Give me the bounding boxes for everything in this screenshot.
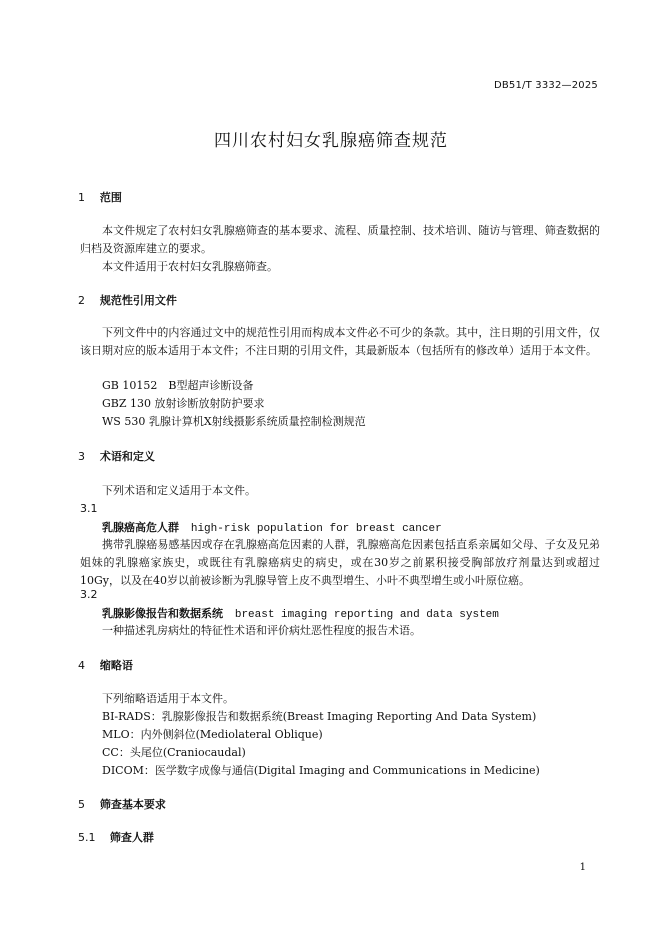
abbreviation-item: BI-RADS：乳腺影像报告和数据系统(Breast Imaging Reporting And Data System) xyxy=(102,710,537,723)
page-title: 四川农村妇女乳腺癌筛查规范 xyxy=(214,131,448,151)
term-heading xyxy=(102,605,499,621)
term-english: breast imaging reporting and data system xyxy=(234,609,499,621)
section-title: 筛查基本要求 xyxy=(99,798,166,811)
term-chinese: 乳腺影像报告和数据系统 xyxy=(102,607,223,620)
normative-reference: GB 10152 B型超声诊断设备 xyxy=(102,379,254,392)
section-3-heading xyxy=(78,448,155,464)
section-1-paragraph-1: 本文件规定了农村妇女乳腺癌筛查的基本要求、流程、质量控制、技术培训、随访与管理、筛查数据的归档及资源库建立的要求。 xyxy=(80,224,600,255)
term-chinese: 乳腺癌高危人群 xyxy=(102,521,179,534)
term-number: 3.1 xyxy=(80,502,98,515)
term-english: high-risk population for breast cancer xyxy=(190,523,442,535)
term-number: 3.2 xyxy=(80,588,98,601)
normative-reference: WS 530 乳腺计算机X射线摄影系统质量控制检测规范 xyxy=(102,415,366,428)
section-2-paragraph-1: 下列文件中的内容通过文中的规范性引用而构成本文件必不可少的条款。其中，注日期的引用文件，仅该日期对应的版本适用于本文件；不注日期的引用文件，其最新版本（包括所有的修改单）适用于本文件。 xyxy=(80,326,600,357)
abbreviation-item: DICOM：医学数字成像与通信(Digital Imaging and Communications in Medicine) xyxy=(102,764,540,777)
section-4-intro: 下列缩略语适用于本文件。 xyxy=(102,692,234,705)
term-definition: 携带乳腺癌易感基因或存在乳腺癌高危因素的人群，乳腺癌高危因素包括直系亲属如父母、子女及兄弟姐妹的乳腺癌家族史，或既往有乳腺癌病史的病史，或在30岁之前累积接受胸部放疗剂量达到或超过10Gy，以及在40岁以前被诊断为乳腺导管上皮不典型增生、小叶不典型增生或小叶原位癌。 xyxy=(80,538,600,587)
section-5-heading xyxy=(78,796,166,812)
section-4-heading xyxy=(78,657,133,673)
page-number: 1 xyxy=(579,862,586,873)
section-number: 5 xyxy=(78,798,85,811)
section-number: 3 xyxy=(78,450,85,463)
section-number: 2 xyxy=(78,294,85,307)
subsection-5-1-heading xyxy=(78,829,154,845)
section-title: 缩略语 xyxy=(99,659,133,672)
section-title: 术语和定义 xyxy=(99,450,155,463)
term-heading xyxy=(102,519,442,535)
section-1-paragraph-2: 本文件适用于农村妇女乳腺癌筛查。 xyxy=(102,260,278,273)
abbreviation-item: MLO：内外侧斜位(Mediolateral Oblique) xyxy=(102,728,323,741)
section-title: 规范性引用文件 xyxy=(99,294,177,307)
section-3-intro: 下列术语和定义适用于本文件。 xyxy=(102,484,256,497)
section-2-heading xyxy=(78,292,177,308)
subsection-title: 筛查人群 xyxy=(109,831,154,844)
section-1-heading xyxy=(78,189,122,205)
section-title: 范围 xyxy=(99,191,122,204)
section-number: 1 xyxy=(78,191,85,204)
document-code: DB51/T 3332—2025 xyxy=(493,80,598,91)
term-definition: 一种描述乳房病灶的特征性术语和评价病灶恶性程度的报告术语。 xyxy=(102,624,421,637)
section-number: 4 xyxy=(78,659,85,672)
abbreviation-item: CC：头尾位(Craniocaudal) xyxy=(102,746,246,759)
normative-reference: GBZ 130 放射诊断放射防护要求 xyxy=(102,397,265,410)
subsection-number: 5.1 xyxy=(78,831,96,844)
